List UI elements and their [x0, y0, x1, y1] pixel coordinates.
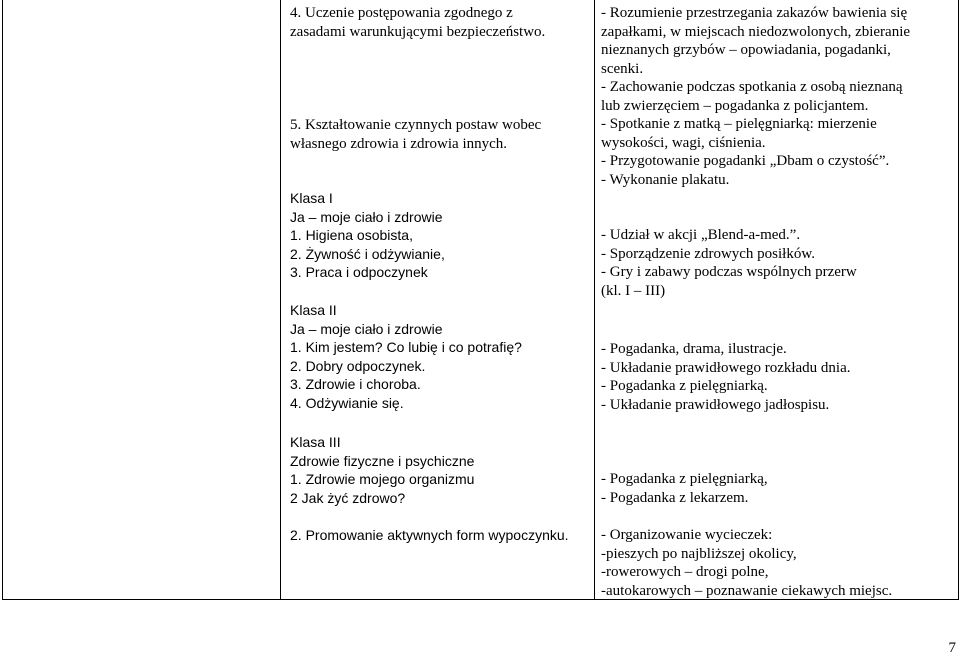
activities-block-5	[601, 526, 956, 600]
list-item: 2. Dobry odpoczynek.	[290, 357, 426, 374]
middle-column	[280, 0, 595, 599]
text-line: - Przygotowanie pogadanki „Dbam o czystość”.	[601, 153, 890, 169]
text-line: (kl. I – III)	[601, 282, 666, 299]
left-column	[3, 0, 279, 599]
list-item: 3. Zdrowie i choroba.	[290, 376, 421, 392]
text-line: scenki.	[601, 60, 644, 77]
section-heading: Klasa II	[290, 302, 337, 318]
text-line: - Rozumienie przestrzegania zakazów bawienia się	[601, 5, 908, 21]
goal-4	[290, 4, 590, 41]
section-topic: Ja – moje ciało i zdrowie	[290, 320, 443, 337]
text-line: - Pogadanka z lekarzem.	[601, 489, 749, 506]
goal-promo	[290, 526, 590, 545]
text-line: - Udział w akcji „Blend-a-med.”.	[601, 227, 801, 243]
text-line: -pieszych po najbliższej okolicy,	[601, 545, 797, 562]
section-heading: Klasa III	[290, 434, 341, 450]
klasa-2-section	[290, 301, 590, 412]
text-line: - Gry i zabawy podczas wspólnych przerw	[601, 264, 857, 280]
list-item: 1. Kim jestem? Co lubię i co potrafię?	[290, 339, 522, 355]
section-topic: Zdrowie fizyczne i psychiczne	[290, 452, 475, 469]
text-line: - Układanie prawidłowego jadłospisu.	[601, 396, 830, 413]
text-line: zapałkami, w miejscach niedozwolonych, zbieranie	[601, 23, 911, 40]
text-line: - Organizowanie wycieczek:	[601, 527, 773, 543]
goal-5	[290, 116, 590, 153]
text-line: zasadami warunkującymi bezpieczeństwo.	[290, 23, 546, 40]
text-line: - Pogadanka z pielęgniarką,	[601, 471, 768, 487]
text-line: - Pogadanka, drama, ilustracje.	[601, 341, 787, 357]
text-line: nieznanych grzybów – opowiadania, pogadanki,	[601, 42, 891, 58]
text-line: - Spotkanie z matką – pielęgniarką: mierzenie	[601, 116, 877, 132]
list-item: 1. Zdrowie mojego organizmu	[290, 471, 475, 487]
program-table	[2, 0, 959, 600]
section-heading: Klasa I	[290, 190, 333, 206]
text-line: lub zwierzęciem – pogadanka z policjantem.	[601, 97, 869, 114]
text-line: - Wykonanie plakatu.	[601, 171, 730, 188]
right-column	[593, 0, 958, 599]
activities-block-1	[601, 4, 956, 189]
text-line: -rowerowych – drogi polne,	[601, 564, 769, 580]
text-line: 4. Uczenie postępowania zgodnego z	[290, 5, 513, 21]
text-line: - Sporządzenie zdrowych posiłków.	[601, 245, 815, 262]
klasa-1-section	[290, 189, 590, 282]
text-line: własnego zdrowia i zdrowia innych.	[290, 135, 508, 152]
list-item: 3. Praca i odpoczynek	[290, 264, 428, 280]
klasa-3-section	[290, 433, 590, 507]
text-line: - Zachowanie podczas spotkania z osobą nieznaną	[601, 79, 903, 95]
section-topic: Ja – moje ciało i zdrowie	[290, 208, 443, 225]
page-number: 7	[948, 640, 956, 656]
text-line: wysokości, wagi, ciśnienia.	[601, 134, 766, 151]
text-line: - Pogadanka z pielęgniarką.	[601, 378, 768, 394]
list-item: 4. Odżywianie się.	[290, 394, 404, 411]
list-item: 2. Żywność i odżywianie,	[290, 245, 445, 262]
text-line: -autokarowych – poznawanie ciekawych miejsc.	[601, 582, 893, 599]
list-item: 2 Jak żyć zdrowo?	[290, 489, 406, 506]
list-item: 1. Higiena osobista,	[290, 227, 413, 243]
activities-block-3	[601, 340, 956, 414]
text-line: - Układanie prawidłowego rozkładu dnia.	[601, 359, 851, 376]
text-line: 5. Kształtowanie czynnych postaw wobec	[290, 117, 542, 133]
activities-block-4	[601, 470, 956, 507]
text-line: 2. Promowanie aktywnych form wypoczynku.	[290, 527, 569, 543]
activities-block-2	[601, 226, 956, 300]
